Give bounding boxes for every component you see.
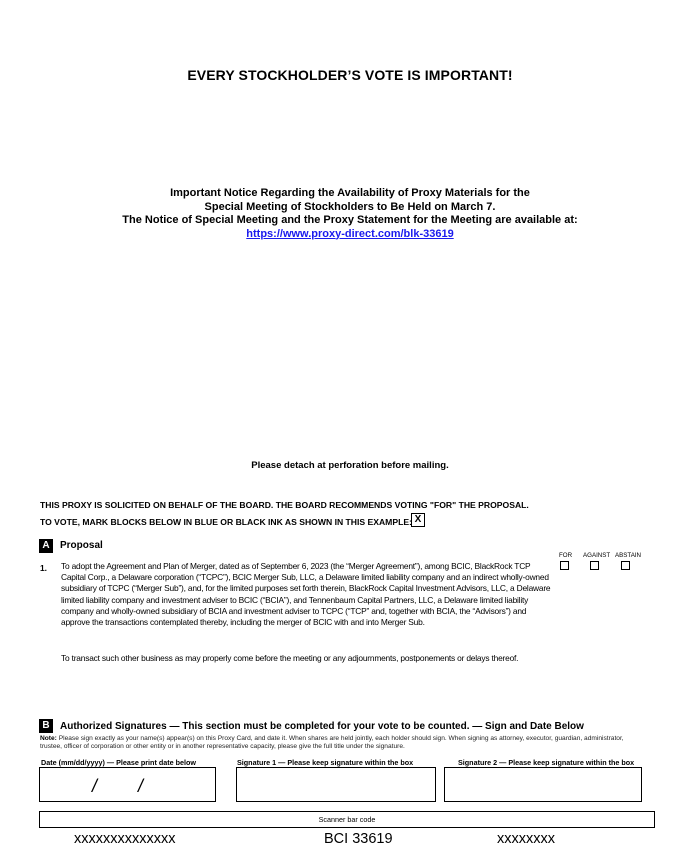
example-mark-box: X [411, 513, 425, 527]
voting-instruction: TO VOTE, MARK BLOCKS BELOW IN BLUE OR BLACK INK AS SHOWN IN THIS EXAMPLE: [40, 517, 412, 527]
signature-note [40, 735, 640, 751]
abstain-header: ABSTAIN [615, 552, 642, 559]
date-separator-2: / [138, 776, 144, 796]
date-separator-1: / [92, 776, 98, 796]
signature-1-field[interactable] [236, 767, 436, 802]
notice-line-1: Important Notice Regarding the Availability of Proxy Materials for the [170, 187, 530, 199]
vote-for-checkbox[interactable] [560, 561, 569, 570]
solicitation-statement: THIS PROXY IS SOLICITED ON BEHALF OF THE BOARD. THE BOARD RECOMMENDS VOTING "FOR" THE PROPOSAL. [40, 500, 529, 510]
proxy-notice [0, 187, 700, 241]
proposal-number: 1. [40, 563, 47, 573]
footer-code-right: xxxxxxxx [497, 831, 555, 847]
notice-line-2: Special Meeting of Stockholders to Be Held on March 7. [204, 200, 496, 213]
signature-1-label: Signature 1 — Please keep signature within the box [237, 758, 414, 767]
footer-code-left: xxxxxxxxxxxxxx [74, 831, 176, 847]
signature-2-field[interactable] [444, 767, 642, 802]
proxy-materials-link[interactable]: https://www.proxy-direct.com/blk-33619 [246, 227, 454, 240]
note-text: Please sign exactly as your name(s) appear(s) on this Proxy Card, and date it. When shares are held jointly, each holder should sign. When signing as attorney, executor, guardian, administrator, trustee, officer of corporation or other entity or in another representative capacity, please give the full title under the signature. [40, 735, 624, 750]
section-a-title: Proposal [60, 540, 103, 551]
section-b-badge: B [39, 719, 53, 733]
vote-against-checkbox[interactable] [590, 561, 599, 570]
signature-2-label: Signature 2 — Please keep signature within the box [458, 758, 635, 767]
detach-instruction: Please detach at perforation before mailing. [251, 460, 449, 471]
note-label: Note: [40, 735, 57, 742]
notice-line-3: The Notice of Special Meeting and the Proxy Statement for the Meeting are available at: [122, 214, 578, 226]
other-business-text: To transact such other business as may properly come before the meeting or any adjournments, postponements or delays thereof. [61, 653, 519, 663]
proposal-text: To adopt the Agreement and Plan of Merger, dated as of September 6, 2023 (the “Merger Agreement”), among BCIC, BlackRock TCP Capital Corp., a Delaware corporation (“TCPC”), BCIC Merger Sub, LLC, a Delaware limited liability company and an indirect wholly-owned subsidiary of TCPC (“Merger Sub”), and, for the limited purposes set forth therein, BlackRock Capital Investment Advisors, LLC, a Delaware limited liability company and investment adviser to BCIC (“BCIA”), and Tennenbaum Capital Partners, LLC, a Delaware limited liability company and wholly-owned subsidiary of BCIA and investment adviser to TCPC (“TCP” and, together with BCIA, the “Advisors”) and approve the transactions contemplated thereby, including the merger of BCIC with and into Merger Sub. [61, 561, 551, 628]
vote-abstain-checkbox[interactable] [621, 561, 630, 570]
section-a-badge: A [39, 539, 53, 553]
footer-code-center: BCI 33619 [324, 831, 393, 847]
scanner-bar-code: Scanner bar code [39, 811, 655, 828]
against-header: AGAINST [583, 552, 611, 559]
page-title: EVERY STOCKHOLDER’S VOTE IS IMPORTANT! [187, 67, 513, 83]
date-label: Date (mm/dd/yyyy) — Please print date below [41, 758, 196, 767]
for-header: FOR [559, 552, 573, 559]
section-b-title: Authorized Signatures — This section must be completed for your vote to be counted. — Sign and Date Below [60, 721, 584, 732]
date-field[interactable] [39, 767, 216, 802]
